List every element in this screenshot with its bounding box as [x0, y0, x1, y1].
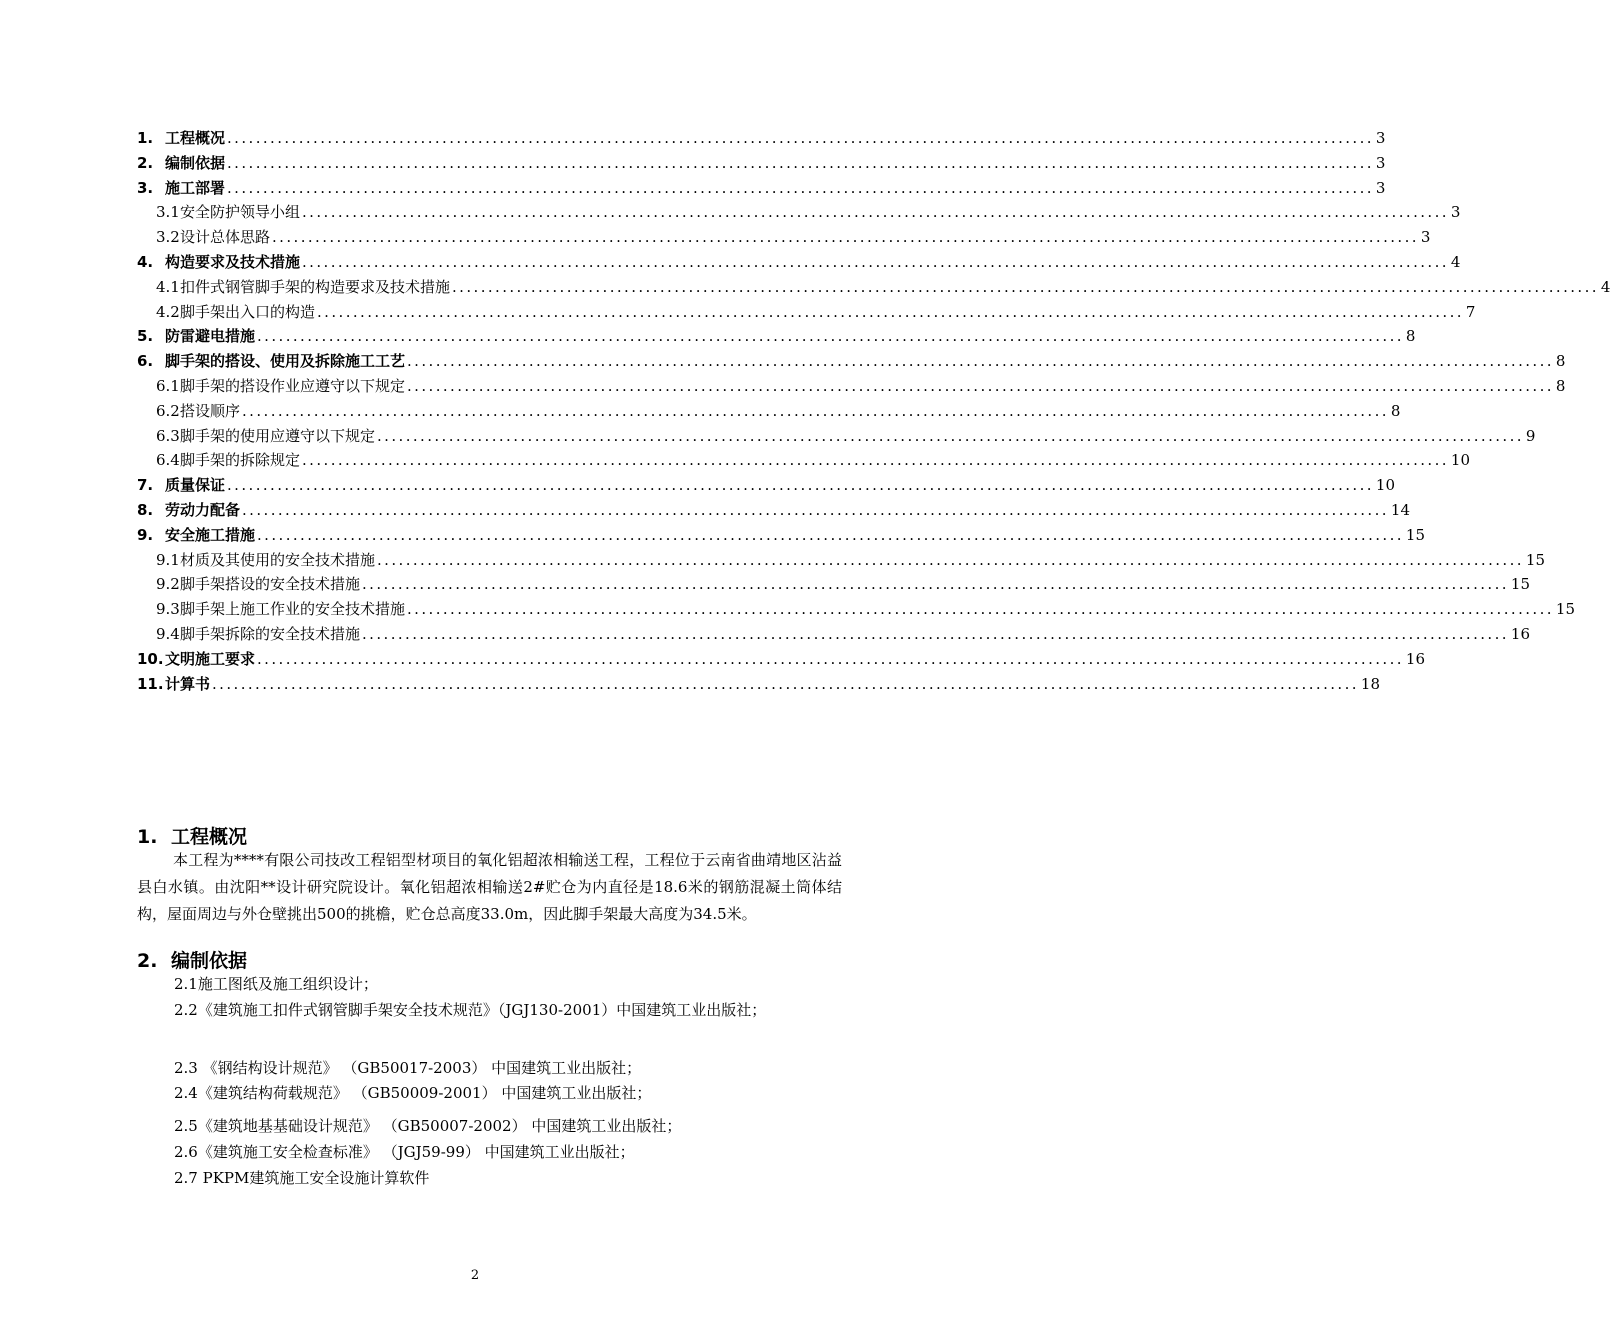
- toc-page-number: 15: [1555, 600, 1575, 619]
- reference-item: 2.4《建筑结构荷载规范》 （GB50009-2001） 中国建筑工业出版社；: [174, 1084, 652, 1102]
- toc-title: 劳动力配备: [165, 500, 241, 519]
- toc-number: 9.4: [156, 624, 180, 643]
- toc-leader-dots: ................................................................................................................................................................: [302, 451, 1449, 470]
- toc-number: 3.: [137, 178, 154, 197]
- page-number: 2: [470, 1268, 480, 1283]
- toc-leader-dots: ................................................................................................................................................................: [227, 153, 1374, 172]
- toc-leader-dots: ................................................................................................................................................................: [257, 327, 1404, 346]
- toc-page-number: 8: [1390, 401, 1401, 420]
- toc-title: 构造要求及技术措施: [165, 252, 301, 271]
- reference-item: 2.5《建筑地基基础设计规范》 （GB50007-2002） 中国建筑工业出版社；: [174, 1117, 682, 1135]
- toc-title: 施工部署: [165, 178, 226, 197]
- toc-entry[interactable]: [137, 275, 1610, 300]
- toc-entry[interactable]: [137, 399, 1401, 424]
- toc-number: 6.3: [156, 426, 180, 445]
- toc-entry[interactable]: [137, 572, 1530, 597]
- toc-entry[interactable]: [137, 548, 1545, 573]
- toc-number: 8.: [137, 500, 154, 519]
- toc-page-number: 3: [1375, 129, 1386, 147]
- toc-number: 3.1: [156, 203, 180, 222]
- toc-page-number: 14: [1390, 500, 1410, 519]
- toc-number: 3.2: [156, 228, 180, 247]
- section-title: 编制依据: [171, 950, 248, 972]
- toc-entry[interactable]: [137, 448, 1470, 473]
- toc-number: 5.: [137, 327, 154, 346]
- toc-leader-dots: ................................................................................................................................................................: [302, 252, 1449, 271]
- toc-leader-dots: ................................................................................................................................................................: [212, 674, 1359, 693]
- reference-item: 2.3 《钢结构设计规范》 （GB50017-2003） 中国建筑工业出版社；: [174, 1059, 642, 1077]
- toc-number: 4.: [137, 252, 154, 271]
- toc-page-number: 3: [1375, 178, 1386, 197]
- toc-title: 文明施工要求: [165, 649, 256, 668]
- toc-entry[interactable]: [137, 225, 1431, 250]
- toc-entry[interactable]: [137, 622, 1530, 647]
- reference-item: 2.6《建筑施工安全检查标准》 （JGJ59-99） 中国建筑工业出版社；: [174, 1143, 635, 1161]
- toc-leader-dots: ................................................................................................................................................................: [317, 302, 1464, 321]
- section-1-body: [137, 847, 842, 928]
- toc-title: 脚手架搭设的安全技术措施: [180, 575, 361, 594]
- toc-page-number: 4: [1450, 252, 1461, 271]
- toc-title: 脚手架的拆除规定: [180, 451, 301, 470]
- reference-item: 2.2《建筑施工扣件式钢管脚手架安全技术规范》（JGJ130-2001）中国建筑工业出版社；: [174, 1001, 767, 1019]
- toc-title: 工程概况: [165, 129, 226, 147]
- toc-title: 脚手架出入口的构造: [180, 302, 316, 321]
- toc-leader-dots: ................................................................................................................................................................: [227, 476, 1374, 495]
- toc-page-number: 15: [1405, 525, 1425, 544]
- toc-number: 6.2: [156, 401, 180, 420]
- toc-number: 6.: [137, 352, 154, 371]
- toc-number: 9.3: [156, 600, 180, 619]
- toc-entry[interactable]: [137, 250, 1461, 275]
- toc-title: 计算书: [165, 674, 211, 693]
- toc-leader-dots: ................................................................................................................................................................: [362, 624, 1509, 643]
- toc-number: 6.1: [156, 376, 180, 395]
- section-number: 2.: [137, 950, 158, 972]
- toc-number: 9.2: [156, 575, 180, 594]
- toc-page-number: 4: [1600, 277, 1610, 296]
- toc-leader-dots: ................................................................................................................................................................: [257, 525, 1404, 544]
- toc-entry[interactable]: [137, 473, 1395, 498]
- toc-title: 质量保证: [165, 476, 226, 495]
- toc-number: 1.: [137, 129, 154, 147]
- toc-entry[interactable]: [137, 151, 1386, 176]
- toc-leader-dots: ................................................................................................................................................................: [302, 203, 1449, 222]
- toc-leader-dots: ................................................................................................................................................................: [452, 277, 1599, 296]
- toc-leader-dots: ................................................................................................................................................................: [227, 178, 1374, 197]
- toc-leader-dots: ................................................................................................................................................................: [227, 129, 1374, 147]
- toc-page-number: 3: [1375, 153, 1386, 172]
- toc-leader-dots: ................................................................................................................................................................: [257, 649, 1404, 668]
- section-title: 工程概况: [171, 826, 248, 848]
- toc-page-number: 8: [1405, 327, 1416, 346]
- toc-number: 9.: [137, 525, 154, 544]
- toc-page-number: 8: [1555, 352, 1566, 371]
- toc-entry[interactable]: [137, 597, 1575, 622]
- section-1-heading: [137, 822, 247, 849]
- toc-title: 脚手架的搭设、使用及拆除施工工艺: [165, 352, 406, 371]
- toc-title: 材质及其使用的安全技术措施: [180, 550, 376, 569]
- section-number: 1.: [137, 826, 158, 848]
- toc-page-number: 8: [1555, 376, 1566, 395]
- toc-page-number: 15: [1525, 550, 1545, 569]
- toc-entry[interactable]: [137, 424, 1536, 449]
- toc-entry[interactable]: [137, 126, 1386, 151]
- paragraph: 本工程为****有限公司技改工程铝型材项目的氧化铝超浓相输送工程，工程位于云南省曲靖地区沾益县白水镇。由沈阳**设计研究院设计。氧化铝超浓相输送2#贮仓为内直径是18.6米的钢筋混凝土筒体结构，屋面周边与外仓壁挑出500的挑檐，贮仓总高度33.0m，因此脚手架最大高度为34.5米。: [137, 851, 842, 923]
- toc-entry[interactable]: [137, 300, 1476, 325]
- toc-entry[interactable]: [137, 374, 1566, 399]
- toc-leader-dots: ................................................................................................................................................................: [242, 500, 1389, 519]
- toc-title: 防雷避电措施: [165, 327, 256, 346]
- toc-number: 9.1: [156, 550, 180, 569]
- toc-title: 脚手架的使用应遵守以下规定: [180, 426, 376, 445]
- toc-leader-dots: ................................................................................................................................................................: [407, 376, 1554, 395]
- toc-number: 4.1: [156, 277, 180, 296]
- toc-page-number: 15: [1510, 575, 1530, 594]
- toc-number: 4.2: [156, 302, 180, 321]
- toc-page-number: 16: [1405, 649, 1425, 668]
- toc-number: 6.4: [156, 451, 180, 470]
- toc-page-number: 10: [1375, 476, 1395, 495]
- toc-page-number: 3: [1450, 203, 1461, 222]
- toc-page-number: 9: [1525, 426, 1536, 445]
- toc-leader-dots: ................................................................................................................................................................: [362, 575, 1509, 594]
- toc-page-number: 3: [1420, 228, 1431, 247]
- toc-leader-dots: ................................................................................................................................................................: [242, 401, 1389, 420]
- toc-entry[interactable]: [137, 176, 1386, 201]
- toc-leader-dots: ................................................................................................................................................................: [407, 600, 1554, 619]
- toc-title: 设计总体思路: [180, 228, 271, 247]
- toc-title: 脚手架上施工作业的安全技术措施: [180, 600, 406, 619]
- toc-page-number: 18: [1360, 674, 1380, 693]
- toc-entry[interactable]: [137, 349, 1566, 374]
- toc-title: 脚手架拆除的安全技术措施: [180, 624, 361, 643]
- section-2-heading: [137, 946, 247, 973]
- reference-item: 2.1施工图纸及施工组织设计；: [174, 975, 378, 993]
- toc-entry[interactable]: [137, 200, 1461, 225]
- toc-number: 7.: [137, 476, 154, 495]
- toc-page-number: 7: [1465, 302, 1476, 321]
- table-of-contents: [137, 126, 1610, 696]
- toc-title: 搭设顺序: [180, 401, 241, 420]
- toc-entry[interactable]: [137, 523, 1425, 548]
- toc-leader-dots: ................................................................................................................................................................: [407, 352, 1554, 371]
- toc-number: 11.: [137, 674, 164, 693]
- toc-title: 安全施工措施: [165, 525, 256, 544]
- toc-entry[interactable]: [137, 647, 1425, 672]
- toc-leader-dots: ................................................................................................................................................................: [272, 228, 1419, 247]
- toc-title: 编制依据: [165, 153, 226, 172]
- toc-entry[interactable]: [137, 324, 1416, 349]
- toc-page-number: 16: [1510, 624, 1530, 643]
- toc-leader-dots: ................................................................................................................................................................: [377, 426, 1524, 445]
- toc-page-number: 10: [1450, 451, 1470, 470]
- toc-entry[interactable]: [137, 498, 1410, 523]
- toc-title: 扣件式钢管脚手架的构造要求及技术措施: [180, 277, 451, 296]
- toc-title: 脚手架的搭设作业应遵守以下规定: [180, 376, 406, 395]
- toc-leader-dots: ................................................................................................................................................................: [377, 550, 1524, 569]
- toc-number: 2.: [137, 153, 154, 172]
- toc-entry[interactable]: [137, 672, 1380, 697]
- toc-title: 安全防护领导小组: [180, 203, 301, 222]
- toc-number: 10.: [137, 649, 164, 668]
- reference-item: 2.7 PKPM建筑施工安全设施计算软件: [174, 1169, 430, 1187]
